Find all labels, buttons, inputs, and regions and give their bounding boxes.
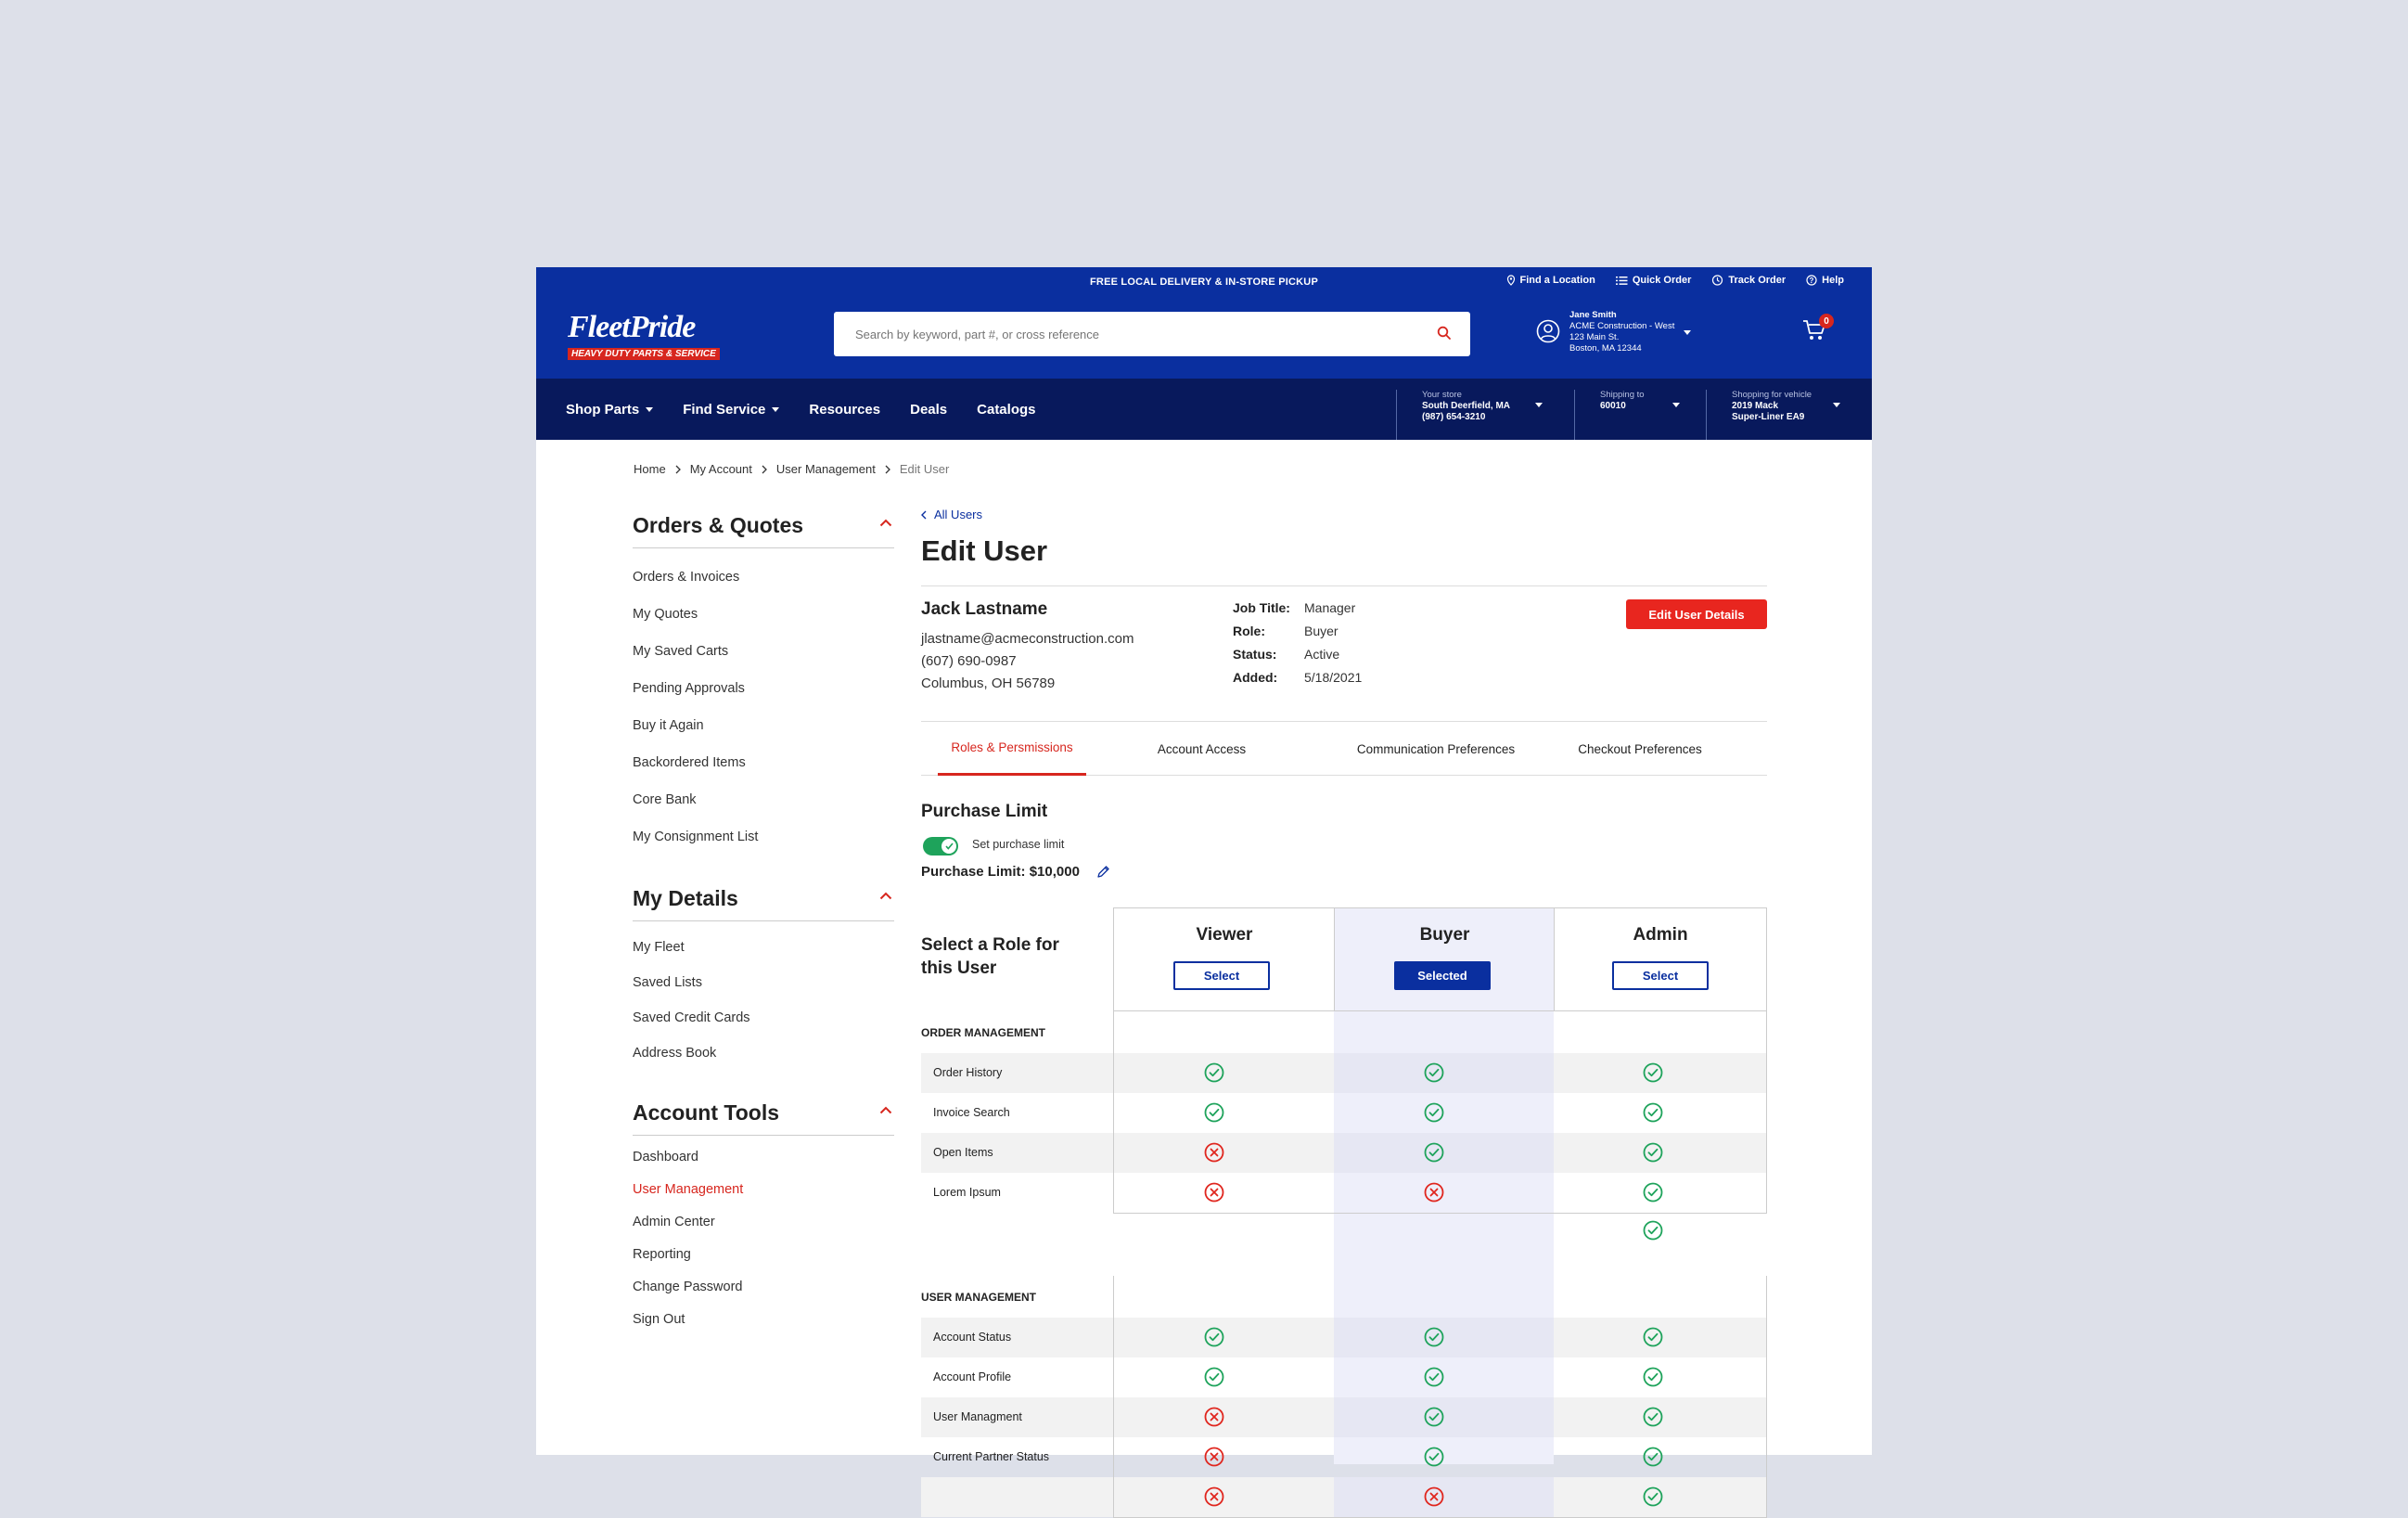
nav-shop-parts-label: Shop Parts	[566, 401, 640, 418]
fleetpride-logo[interactable]	[568, 311, 735, 361]
search-icon[interactable]	[1437, 326, 1452, 341]
select-viewer-button[interactable]: Select	[1173, 961, 1270, 990]
role-value: Buyer	[1304, 624, 1338, 638]
permission-group-title: USER MANAGEMENT	[921, 1291, 1037, 1304]
chevron-down-icon	[1833, 403, 1840, 407]
check-circle-icon	[1643, 1062, 1663, 1087]
tab-checkout-preferences[interactable]: Checkout Preferences	[1578, 741, 1702, 756]
permission-row	[921, 1437, 1767, 1477]
quick-order-label: Quick Order	[1632, 275, 1692, 286]
select-role-text: Select a Role for this User	[921, 935, 1059, 978]
x-circle-icon	[1204, 1142, 1224, 1167]
store-phone: (987) 654-3210	[1422, 412, 1486, 422]
purchase-limit-toggle-label: Set purchase limit	[972, 838, 1065, 851]
permission-label: Lorem Ipsum	[933, 1186, 1001, 1199]
sidebar-item-saved-cards[interactable]: Saved Credit Cards	[633, 1010, 750, 1025]
chevron-down-icon	[1672, 403, 1680, 407]
shipping-label: Shipping to	[1600, 390, 1645, 400]
chevron-right-icon	[675, 465, 681, 474]
sidebar-orders-header[interactable]	[633, 513, 894, 548]
chevron-down-icon	[1684, 330, 1691, 336]
check-circle-icon	[1204, 1367, 1224, 1392]
check-circle-icon	[1424, 1407, 1444, 1432]
check-circle-icon	[1643, 1486, 1663, 1512]
truck-icon	[1711, 275, 1723, 286]
nav-find-service[interactable]	[683, 402, 779, 418]
sidebar-item-sign-out[interactable]: Sign Out	[633, 1312, 685, 1327]
sidebar-orders-title: Orders & Quotes	[633, 513, 804, 537]
vehicle-line2: Super-Liner EA9	[1732, 412, 1805, 422]
breadcrumb-edit-user: Edit User	[899, 462, 950, 476]
select-admin-button[interactable]: Select	[1612, 961, 1709, 990]
permission-row	[921, 1053, 1767, 1093]
check-circle-icon	[1643, 1142, 1663, 1167]
column-divider	[1113, 1276, 1114, 1517]
help-icon	[1806, 275, 1817, 286]
cart-button[interactable]	[1802, 315, 1829, 346]
chevron-down-icon	[646, 407, 653, 412]
sidebar-item-backordered[interactable]: Backordered Items	[633, 755, 746, 770]
permission-row	[921, 1397, 1767, 1437]
permission-group-title: ORDER MANAGEMENT	[921, 1026, 1045, 1039]
location-pin-icon	[1506, 275, 1516, 286]
sidebar-item-pending-approvals[interactable]: Pending Approvals	[633, 681, 745, 696]
role-label: Role:	[1233, 624, 1265, 638]
nav-shop-parts[interactable]	[566, 402, 653, 418]
user-email: jlastname@acmeconstruction.com	[921, 631, 1134, 647]
track-order-label: Track Order	[1728, 275, 1787, 286]
account-address-1: 123 Main St.	[1569, 332, 1620, 342]
permission-label: Current Partner Status	[933, 1450, 1050, 1463]
account-name: Jane Smith	[1569, 310, 1617, 320]
permission-label: Account Status	[933, 1331, 1012, 1344]
chevron-up-icon	[879, 892, 892, 900]
x-circle-icon	[1424, 1182, 1444, 1207]
job-title-label: Job Title:	[1233, 600, 1290, 615]
role-name-admin: Admin	[1633, 925, 1688, 945]
account-address-2: Boston, MA 12344	[1569, 343, 1642, 354]
status-value: Active	[1304, 647, 1340, 662]
shipping-selector[interactable]	[1574, 390, 1706, 440]
x-circle-icon	[1204, 1407, 1224, 1432]
track-order-link[interactable]	[1711, 275, 1786, 286]
edit-user-details-button[interactable]: Edit User Details	[1626, 599, 1767, 629]
role-name-viewer: Viewer	[1196, 925, 1253, 945]
vehicle-line1: 2019 Mack	[1732, 401, 1779, 411]
sidebar-item-my-fleet[interactable]: My Fleet	[633, 940, 685, 955]
status-label: Status:	[1233, 647, 1277, 662]
column-divider	[1766, 1011, 1767, 1213]
permission-row	[921, 1357, 1767, 1397]
account-company: ACME Construction - West	[1569, 321, 1675, 331]
chevron-up-icon	[879, 1106, 892, 1114]
logo-brand: FleetPride	[568, 310, 696, 344]
sidebar-item-saved-lists[interactable]: Saved Lists	[633, 975, 702, 990]
check-circle-icon	[1204, 1327, 1224, 1352]
sidebar-item-reporting[interactable]: Reporting	[633, 1247, 691, 1262]
x-circle-icon	[1204, 1182, 1224, 1207]
cart-count-badge: 0	[1819, 314, 1834, 328]
check-circle-icon	[1643, 1407, 1663, 1432]
nav-deals[interactable]: Deals	[910, 401, 948, 418]
svg-text:?: ?	[1809, 277, 1814, 285]
sidebar-item-core-bank[interactable]: Core Bank	[633, 792, 697, 807]
added-value: 5/18/2021	[1304, 670, 1363, 685]
breadcrumb	[634, 462, 949, 476]
quick-order-link[interactable]	[1616, 275, 1692, 286]
purchase-limit-value	[921, 864, 1110, 880]
user-avatar-icon	[1536, 319, 1560, 343]
purchase-limit-toggle[interactable]	[923, 837, 958, 855]
check-circle-icon	[1424, 1367, 1444, 1392]
top-header	[536, 267, 1872, 379]
tab-account-access[interactable]: Account Access	[1157, 741, 1247, 756]
job-title-value: Manager	[1304, 600, 1356, 615]
x-circle-icon	[1204, 1486, 1224, 1512]
promo-banner: FREE LOCAL DELIVERY & IN-STORE PICKUP	[1090, 277, 1318, 288]
store-value: South Deerfield, MA	[1422, 401, 1511, 411]
shipping-value: 60010	[1600, 401, 1626, 411]
list-icon	[1616, 276, 1628, 286]
role-column-admin	[1554, 907, 1767, 1011]
check-circle-icon	[1204, 1102, 1224, 1127]
permission-label: Invoice Search	[933, 1106, 1010, 1119]
search-input[interactable]	[834, 312, 1390, 356]
help-label: Help	[1822, 275, 1844, 286]
sidebar-item-admin-center[interactable]: Admin Center	[633, 1215, 715, 1229]
vehicle-label: Shopping for vehicle	[1732, 390, 1812, 400]
store-selector[interactable]	[1396, 390, 1574, 440]
sidebar-item-saved-carts[interactable]: My Saved Carts	[633, 644, 729, 659]
chevron-left-icon	[921, 510, 927, 520]
chevron-up-icon	[879, 519, 892, 527]
sidebar-details-header[interactable]	[633, 886, 894, 921]
breadcrumb-my-account[interactable]: My Account	[689, 462, 752, 476]
chevron-down-icon	[1535, 403, 1543, 407]
chevron-right-icon	[885, 465, 890, 474]
find-location-label: Find a Location	[1519, 275, 1595, 286]
page-title: Edit User	[921, 534, 1048, 567]
sidebar-tools-header[interactable]	[633, 1100, 894, 1136]
breadcrumb-home[interactable]: Home	[634, 462, 666, 476]
user-phone: (607) 690-0987	[921, 653, 1017, 669]
check-circle-icon	[1424, 1062, 1444, 1087]
nav-resources[interactable]: Resources	[809, 401, 881, 418]
permission-row	[921, 1477, 1767, 1517]
back-to-all-users-link[interactable]	[921, 508, 982, 521]
check-icon	[945, 843, 954, 850]
logo-tagline: HEAVY DUTY PARTS & SERVICE	[568, 348, 720, 360]
check-circle-icon	[1643, 1220, 1663, 1245]
role-column-viewer	[1113, 907, 1335, 1011]
check-circle-icon	[1643, 1367, 1663, 1392]
pencil-icon[interactable]	[1096, 865, 1110, 879]
browser-page	[536, 267, 1872, 1463]
tab-bar	[921, 722, 1767, 776]
check-circle-icon	[1204, 1062, 1224, 1087]
store-label: Your store	[1422, 390, 1462, 400]
divider	[921, 585, 1767, 586]
user-name: Jack Lastname	[921, 599, 1048, 619]
permission-label: Account Profile	[933, 1370, 1012, 1383]
check-circle-icon	[1643, 1447, 1663, 1472]
check-circle-icon	[1643, 1327, 1663, 1352]
purchase-limit-heading: Purchase Limit	[921, 802, 1048, 821]
sidebar-details-title: My Details	[633, 886, 738, 910]
permission-label: User Managment	[933, 1410, 1022, 1423]
vehicle-selector[interactable]	[1706, 390, 1872, 440]
added-label: Added:	[1233, 670, 1278, 685]
sidebar-item-my-quotes[interactable]: My Quotes	[633, 607, 698, 622]
permission-row	[921, 1173, 1767, 1213]
chevron-down-icon	[772, 407, 779, 412]
nav-catalogs[interactable]: Catalogs	[977, 401, 1036, 418]
permission-row	[921, 1133, 1767, 1173]
column-divider	[1113, 1011, 1114, 1213]
role-name-buyer: Buyer	[1419, 925, 1470, 945]
column-divider	[1766, 1276, 1767, 1517]
x-circle-icon	[1424, 1486, 1444, 1512]
check-circle-icon	[1424, 1142, 1444, 1167]
search-bar	[834, 312, 1470, 356]
divider	[1113, 1213, 1767, 1214]
role-column-buyer	[1334, 907, 1555, 1011]
check-circle-icon	[1424, 1102, 1444, 1127]
utility-links	[1506, 275, 1844, 286]
check-circle-icon	[1424, 1327, 1444, 1352]
sidebar-item-consignment[interactable]: My Consignment List	[633, 830, 759, 844]
check-circle-icon	[1643, 1182, 1663, 1207]
chevron-right-icon	[762, 465, 767, 474]
sidebar-item-address-book[interactable]: Address Book	[633, 1046, 717, 1061]
tab-communication-preferences[interactable]: Communication Preferences	[1356, 741, 1516, 756]
find-location-link[interactable]	[1506, 275, 1595, 286]
help-link[interactable]	[1806, 275, 1844, 286]
select-role-prompt	[921, 933, 1088, 980]
x-circle-icon	[1204, 1447, 1224, 1472]
sidebar-item-user-management[interactable]: User Management	[633, 1182, 744, 1197]
sidebar-item-orders-invoices[interactable]: Orders & Invoices	[633, 570, 740, 585]
purchase-limit-text: Purchase Limit: $10,000	[921, 864, 1080, 880]
sidebar-item-change-password[interactable]: Change Password	[633, 1280, 743, 1294]
check-circle-icon	[1643, 1102, 1663, 1127]
user-city: Columbus, OH 56789	[921, 675, 1056, 691]
permission-row	[921, 1093, 1767, 1133]
select-buyer-button[interactable]: Selected	[1394, 961, 1491, 990]
back-label: All Users	[934, 508, 983, 521]
sidebar-item-buy-again[interactable]: Buy it Again	[633, 718, 704, 733]
tab-roles-permissions[interactable]: Roles & Persmissions	[938, 722, 1086, 776]
breadcrumb-user-management[interactable]: User Management	[775, 462, 876, 476]
sidebar-item-dashboard[interactable]: Dashboard	[633, 1150, 698, 1164]
nav-find-service-label: Find Service	[683, 401, 766, 418]
account-menu[interactable]	[1536, 310, 1691, 354]
permission-label: Order History	[933, 1066, 1003, 1079]
check-circle-icon	[1424, 1447, 1444, 1472]
sidebar-tools-title: Account Tools	[633, 1100, 780, 1125]
permission-row	[921, 1318, 1767, 1357]
permission-label: Open Items	[933, 1146, 993, 1159]
main-nav	[536, 379, 1872, 440]
